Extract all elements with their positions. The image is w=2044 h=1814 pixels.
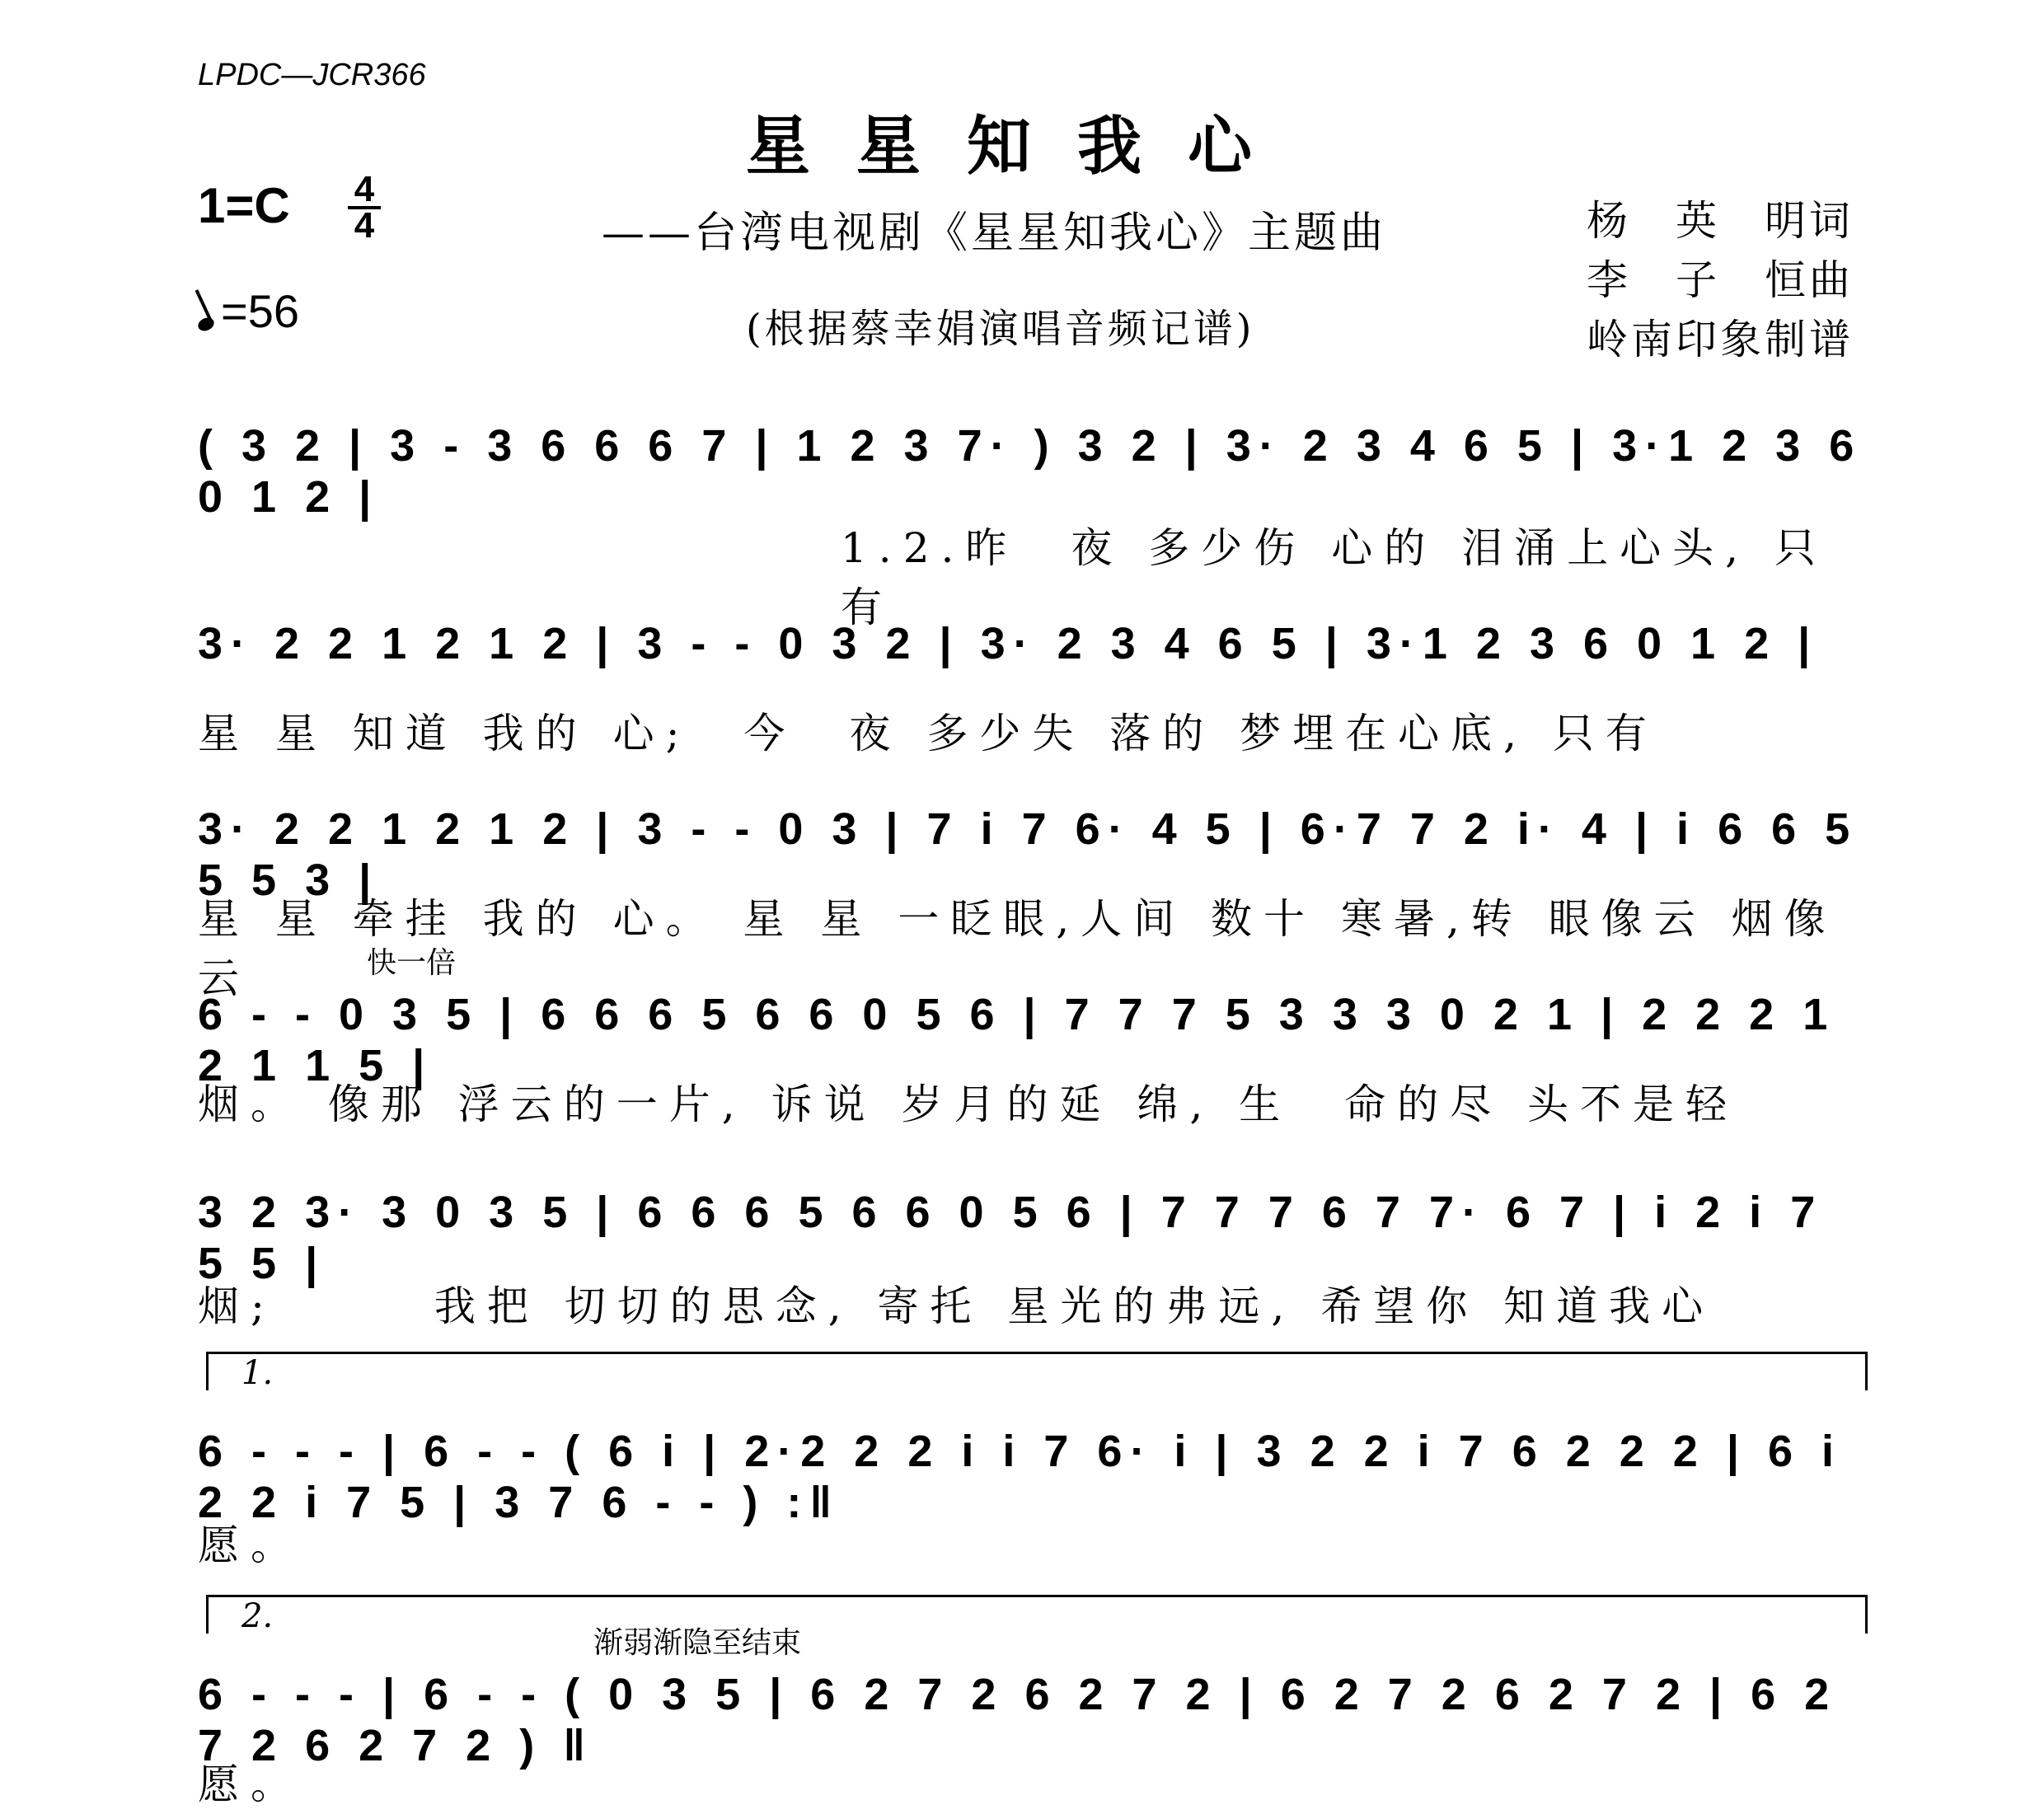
second-ending-label: 2. (241, 1597, 274, 1635)
staff-line-2: 3· 2 2 1 2 1 2 | 3 - - 0 3 2 | 3· 2 3 4 6 5 | 3·1 2 3 6 0 1 2 | (198, 619, 1819, 668)
key-signature: 1=C (198, 178, 290, 233)
staff-line-7: 6 - - - | 6 - - ( 0 3 5 | 6 2 7 2 6 2 7 2 | 6 2 7 2 6 2 7 2 | 6 2 7 2 6 2 7 2 ) ‖ (198, 1670, 1838, 1770)
staff-line-5: 3 2 3· 3 0 3 5 | 6 6 6 5 6 6 0 5 6 | 7 7 7 6 7 7· 6 7 | i 2 i 7 5 5 | (198, 1188, 1824, 1288)
transcription-note: (根据蔡幸娟演唱音频记谱) (746, 306, 1255, 352)
staff-line-4: 6 - - 0 3 5 | 6 6 6 5 6 6 0 5 6 | 7 7 7 5 3 3 3 0 2 1 | 2 2 2 1 2 1 1 5 | (198, 990, 1836, 1090)
time-signature-bottom: 4 (354, 205, 375, 246)
song-title: 星星知我心 (745, 109, 1298, 184)
lyric-line-3: 星 星 牵挂 我的 心。 星 星 一眨眼,人间 数十 寒暑,转 眼像云 烟像云 (198, 895, 1837, 1002)
time-signature-top: 4 (354, 169, 375, 209)
second-ending-bracket (206, 1595, 1868, 1634)
quarter-note-icon (196, 315, 216, 333)
staff-line-6: 6 - - - | 6 - - ( 6 i | 2·2 2 2 i i 7 6· i | 3 2 2 i 7 6 2 2 2 | 6 i 2 2 i 7 5 | 3 7 6 - - ) :‖ (198, 1427, 1842, 1527)
staff-line-3: 3· 2 2 1 2 1 2 | 3 - - 0 3 | 7 i 7 6· 4 5 | 6·7 7 2 i· 4 | i 6 6 5 5 5 3 | (198, 804, 1859, 905)
song-subtitle: ——台湾电视剧《星星知我心》主题曲 (602, 209, 1387, 258)
staff-line-1: ( 3 2 | 3 - 3 6 6 6 7 | 1 2 3 7· ) 3 2 | 3· 2 3 4 6 5 | 3·1 2 3 6 0 1 2 | (198, 421, 1863, 522)
lyric-line-1: 1.2.昨 夜 多少伤 心的 泪涌上心头, 只有 (841, 524, 1827, 631)
dynamics-mark: 渐弱渐隐至结束 (593, 1625, 802, 1659)
tempo-change-mark: 快一倍 (367, 945, 457, 979)
composer-credit: 李 子 恒曲 (1587, 256, 1854, 304)
lyric-line-6: 愿。 (198, 1521, 303, 1569)
lyricist-credit: 杨 英 明词 (1587, 197, 1854, 245)
lyric-line-2: 星 星 知道 我的 心; 今 夜 多少失 落的 梦埋在心底, 只有 (198, 710, 1658, 757)
time-signature (346, 169, 382, 246)
tempo-marking (198, 284, 299, 338)
lyric-line-4: 烟。 像那 浮云的一片, 诉说 岁月的延 绵, 生 命的尽 头不是轻 (198, 1080, 1739, 1128)
lyric-line-5: 烟; 我把 切切的思念, 寄托 星光的弗远, 希望你 知道我心 (198, 1282, 1715, 1330)
lyric-line-7: 愿。 (198, 1760, 303, 1808)
first-ending-label: 1. (241, 1354, 274, 1392)
first-ending-bracket (206, 1352, 1868, 1390)
tempo-value: =56 (221, 285, 299, 337)
score-code: LPDC—JCR366 (198, 58, 426, 92)
arranger-credit: 岭南印象制谱 (1587, 316, 1854, 363)
